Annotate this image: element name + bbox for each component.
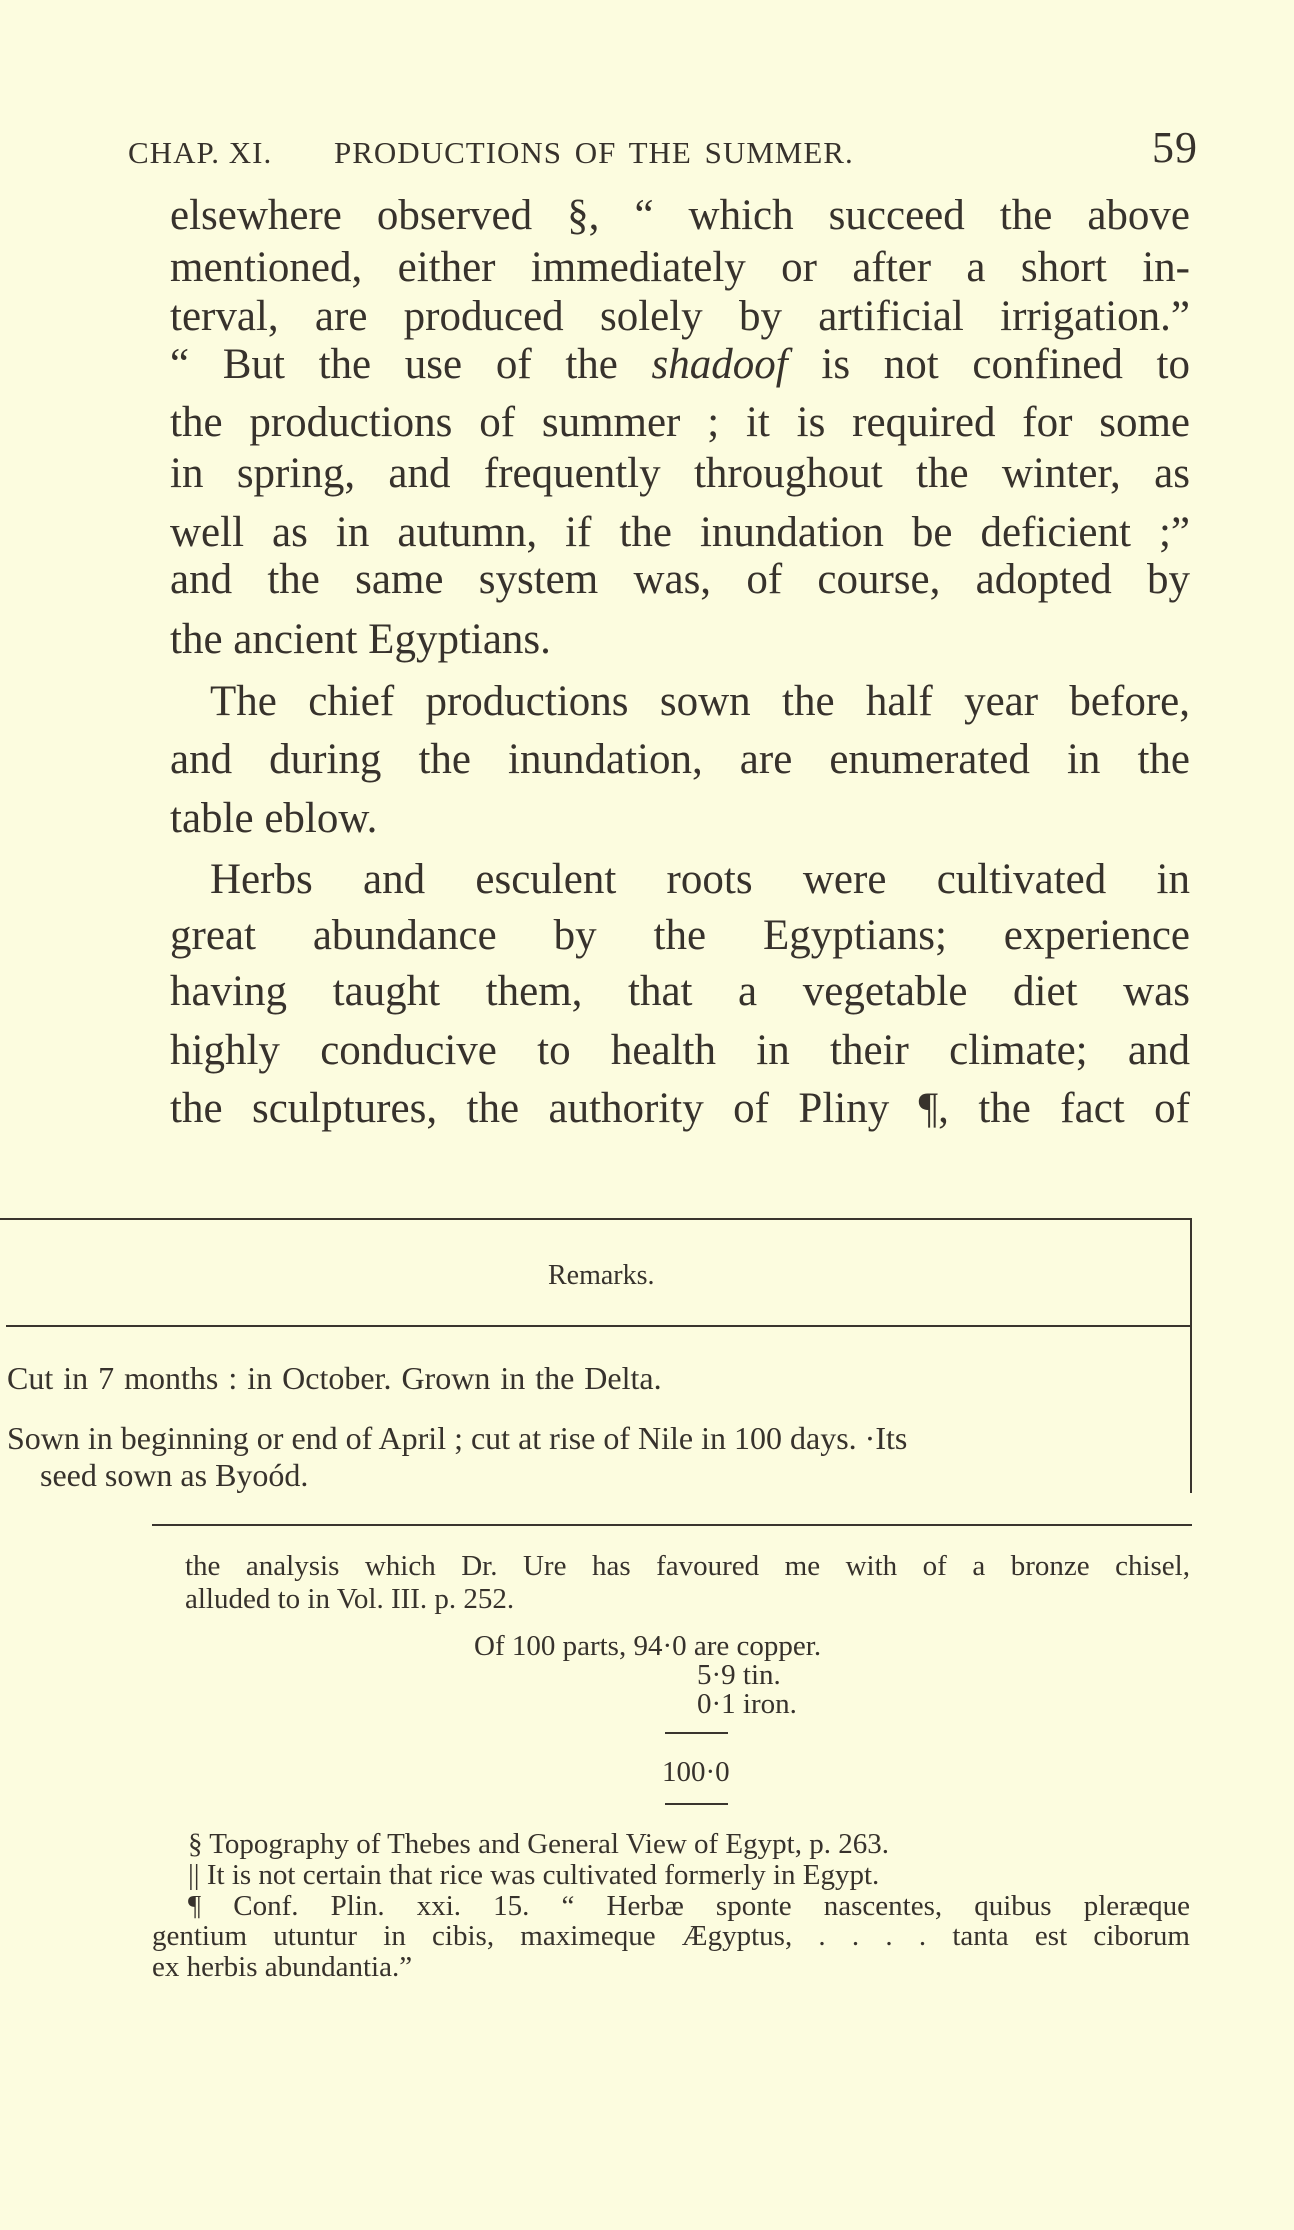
footnote-line: ex herbis abundantia.”	[152, 1951, 413, 1983]
body-line: table eblow.	[170, 795, 378, 842]
text: “ But the use of the	[170, 341, 652, 388]
table-row: Sown in beginning or end of April ; cut at rise of Nile in 100 days. ·Its	[7, 1420, 908, 1456]
sum-rule	[665, 1803, 728, 1805]
analysis-line: Of 100 parts, 94·0 are copper.	[474, 1630, 822, 1662]
running-head-chapter: CHAP. XI.	[128, 135, 273, 170]
table-row: Cut in 7 months : in October. Grown in the Delta.	[7, 1360, 662, 1396]
footnote-parallel: || It is not certain that rice was cultivated formerly in Egypt.	[188, 1859, 880, 1891]
footnote-pilcrow: ¶ Conf. Plin. xxi. 15. “ Herbæ sponte nascentes, quibus pleræque	[188, 1890, 1190, 1922]
footnote-line: gentium utuntur in cibis, maximeque Ægyptus, . . . . tanta est ciborum	[152, 1920, 1190, 1952]
table-header-remarks: Remarks.	[548, 1260, 655, 1291]
footnote-line: the analysis which Dr. Ure has favoured me with of a bronze chisel,	[185, 1550, 1190, 1582]
body-line: elsewhere observed §, “ which succeed the above	[170, 192, 1190, 239]
table-top-rule	[0, 1218, 1192, 1220]
body-line: the ancient Egyptians.	[170, 616, 551, 663]
footnote-section: § Topography of Thebes and General View of Egypt, p. 263.	[188, 1828, 889, 1860]
sum-rule	[665, 1732, 728, 1734]
running-head-title: PRODUCTIONS OF THE SUMMER.	[334, 135, 854, 170]
body-line: having taught them, that a vegetable diet was	[170, 968, 1190, 1015]
body-line: mentioned, either immediately or after a short in-	[170, 244, 1190, 291]
body-line: the sculptures, the authority of Pliny ¶, the fact of	[170, 1085, 1190, 1132]
body-line: terval, are produced solely by artificial irrigation.”	[170, 293, 1190, 340]
body-line: great abundance by the Egyptians; experience	[170, 912, 1190, 959]
body-line: and the same system was, of course, adopted by	[170, 556, 1190, 603]
body-line: Herbs and esculent roots were cultivated in	[210, 856, 1190, 903]
text: is not confined to	[787, 341, 1190, 388]
analysis-line: 0·1 iron.	[697, 1688, 797, 1720]
table-column-rule	[1190, 1218, 1192, 1493]
body-line	[170, 343, 1190, 386]
footnote-line: alluded to in Vol. III. p. 252.	[185, 1583, 515, 1615]
analysis-total: 100·0	[662, 1756, 730, 1788]
body-line: The chief productions sown the half year before,	[210, 678, 1190, 725]
analysis-line: 5·9 tin.	[697, 1659, 781, 1691]
page-number: 59	[1152, 123, 1198, 172]
body-line: the productions of summer ; it is required for some	[170, 399, 1190, 446]
footnote-rule	[152, 1524, 1192, 1526]
body-line: well as in autumn, if the inundation be deficient ;”	[170, 509, 1190, 556]
body-line: highly conducive to health in their climate; and	[170, 1027, 1190, 1074]
italic-term: shadoof	[651, 341, 788, 388]
body-line: and during the inundation, are enumerated in the	[170, 736, 1190, 783]
table-row: seed sown as Byoód.	[40, 1457, 309, 1493]
table-header-rule	[6, 1325, 1190, 1327]
body-line: in spring, and frequently throughout the winter, as	[170, 450, 1190, 497]
